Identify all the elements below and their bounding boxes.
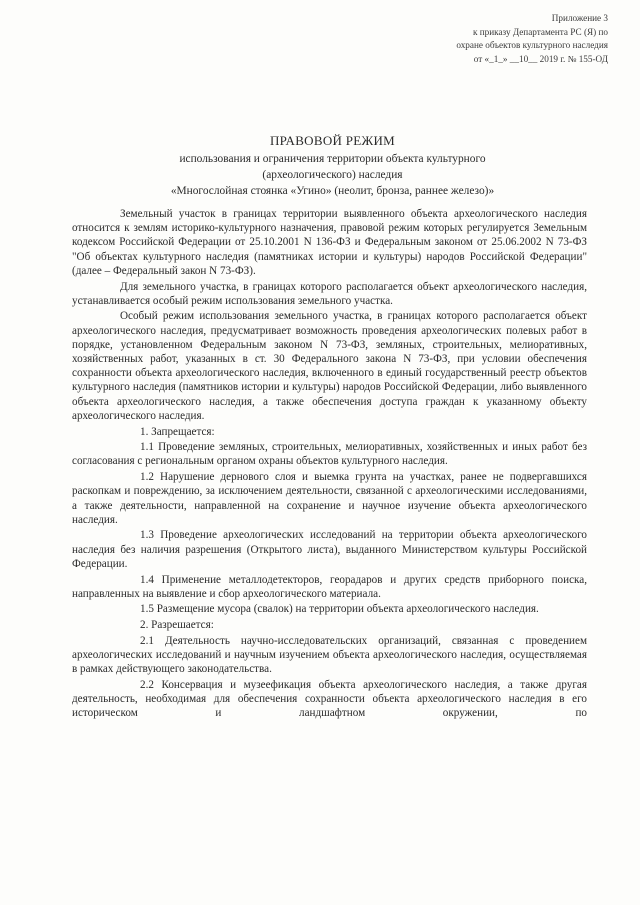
paragraph-land-plot: Земельный участок в границах территории выявленного объекта археологического наследия относится к землям историко-культурного назначения, правовой режим которых регулируется Земельным кодексом Российской Федерации от 25.10.2001 N 136-ФЗ и Федеральным законом от 25.06.2002 N 73-ФЗ "Об объектах культурного наследия (памятниках истории и культуры) народов Российской Федерации" (далее – Федеральный закон N 73-ФЗ). bbox=[72, 208, 587, 277]
document-subtitle-line-3: «Многослойная стоянка «Угино» (неолит, бронза, раннее железо)» bbox=[170, 185, 495, 197]
prohibited-item-1-3: 1.3 Проведение археологических исследований на территории объекта археологического наследия без наличия разрешения (Открытого листа), выданного Министерством культуры Российской Федерации. bbox=[72, 529, 587, 570]
prohibited-item-1-4: 1.4 Применение металлодетекторов, георадаров и других средств приборного поиска, направленных на выявление и сбор археологического материала. bbox=[72, 573, 587, 600]
document-body bbox=[72, 207, 587, 722]
prohibited-item-1-2: 1.2 Нарушение дернового слоя и выемка грунта на участках, ранее не подвергавшихся раскопкам и повреждению, за исключением деятельности, связанной с археологическими исследованиями, а также деятельности, направленной на сохранение и научное изучение объекта археологического наследия. bbox=[72, 471, 587, 526]
appendix-block bbox=[378, 12, 608, 66]
paragraph-special-regime: Для земельного участка, в границах которого располагается объект археологического наследия, устанавливается особый режим использования земельного участка. bbox=[72, 280, 587, 307]
allowed-heading: 2. Разрешается: bbox=[140, 619, 214, 632]
appendix-label: Приложение 3 bbox=[551, 13, 608, 23]
document-title: ПРАВОВОЙ РЕЖИМ bbox=[269, 133, 396, 148]
allowed-item-2-1: 2.1 Деятельность научно-исследовательских организаций, связанная с проведением археологических исследований и научным изучением объекта археологического наследия, осуществляемая в рамках действующего законодательства. bbox=[72, 634, 587, 676]
prohibited-heading: 1. Запрещается: bbox=[140, 425, 215, 438]
paragraph-regime-details: Особый режим использования земельного участка, в границах которого располагается объект археологического наследия, предусматривает возможность проведения археологических полевых работ в порядке, установленном Федеральным законом N 73-ФЗ, земляных, строительных, мелиоративных, хозяйственных работ, указанных в ст. 30 Федерального закона N 73-ФЗ, при условии обеспечения сохранности объекта археологического наследия, включенного в единый государственный реестр объектов культурного наследия (памятников истории и культуры) народов Российской Федерации, либо выявленного объекта археологического наследия, а также обеспечения доступа граждан к указанному объекту археологического наследия. bbox=[72, 310, 587, 422]
prohibited-item-1-5: 1.5 Размещение мусора (свалок) на территории объекта археологического наследия. bbox=[140, 603, 539, 616]
appendix-date-number: от «_1_» __10__ 2019 г. № 155-ОД bbox=[473, 53, 608, 64]
appendix-department: охране объектов культурного наследия bbox=[456, 40, 608, 50]
document-subtitle-line-2: (археологического) наследия bbox=[262, 169, 403, 181]
prohibited-item-1-1: 1.1 Проведение земляных, строительных, мелиоративных, хозяйственных и иных работ без согласования с региональным органом охраны объектов культурного наследия. bbox=[72, 441, 587, 468]
appendix-order-ref: к приказу Департамента РС (Я) по bbox=[472, 26, 608, 37]
document-subtitle-line-1: использования и ограничения территории объекта культурного bbox=[179, 153, 486, 165]
allowed-item-2-2: 2.2 Консервация и музеефикация объекта археологического наследия, а также другая деятельность, необходимая для обеспечения сохранности объекта археологического наследия в его историческом и ландшафтном окружении, по bbox=[72, 679, 587, 720]
document-title-block bbox=[70, 133, 595, 199]
